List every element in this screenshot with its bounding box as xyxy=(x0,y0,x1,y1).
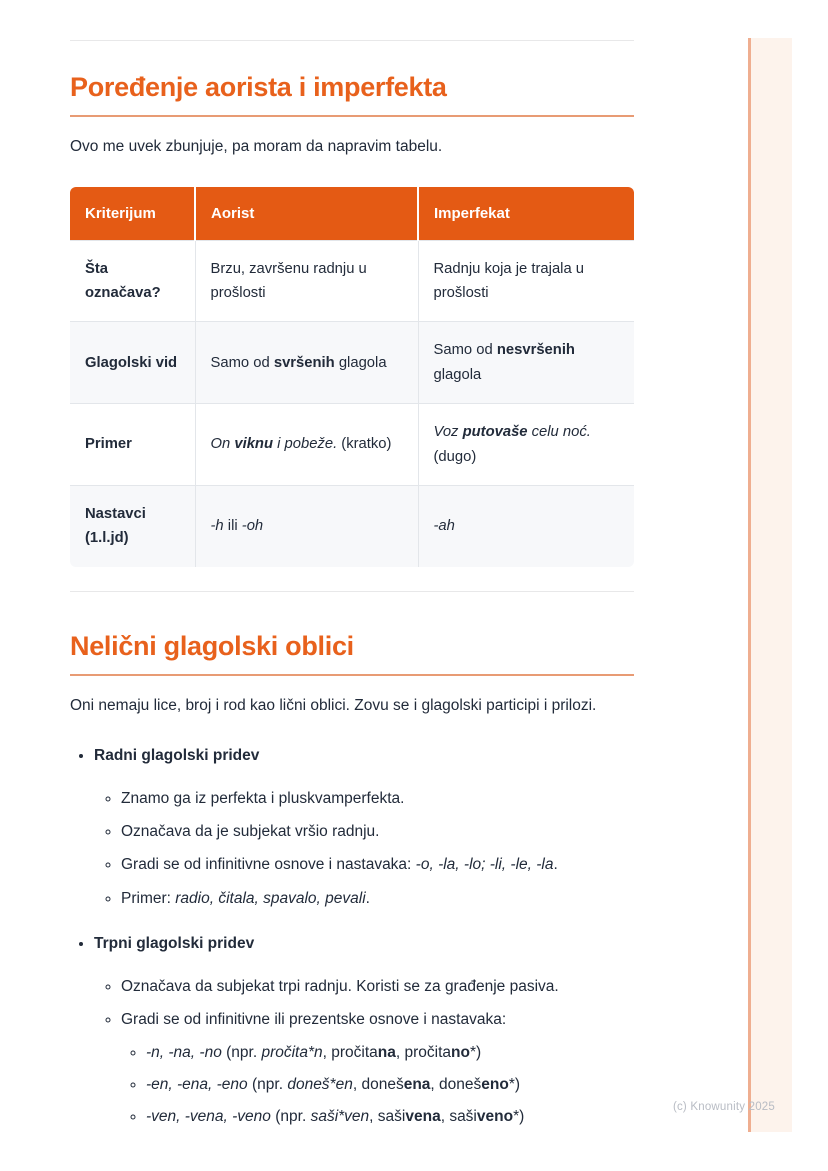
list-item: ◦ -en, -ena, -eno (npr. doneš*en, donešena, donešeno*) xyxy=(146,1073,634,1096)
table-cell: Radnju koja je trajala u prošlosti xyxy=(418,240,634,322)
list-item: ◦ Gradi se od infinitivne osnove i nastavaka: -o, -la, -lo; -li, -le, -la. xyxy=(121,853,634,876)
table-cell: Brzu, završenu radnju u prošlosti xyxy=(195,240,418,322)
table-cell: Samo od svršenih glagola xyxy=(195,322,418,404)
nonfinite-forms-list xyxy=(70,744,634,1129)
list-item-radni-pridev xyxy=(94,744,634,910)
suffix-examples-list xyxy=(121,1041,634,1129)
table-cell: Glagolski vid xyxy=(70,322,195,404)
top-divider xyxy=(70,40,634,41)
table-header-cell-imperfekat: Imperfekat xyxy=(418,187,634,241)
table-cell: Primer xyxy=(70,404,195,486)
list-item: ◦ -n, -na, -no (npr. pročita*n, pročitana, pročitano*) xyxy=(146,1041,634,1064)
table-cell: -ah xyxy=(418,486,634,567)
intro-paragraph-comparison: Ovo me uvek zbunjuje, pa moram da napravim tabelu. xyxy=(70,138,443,156)
list-item xyxy=(121,1008,634,1128)
table-row xyxy=(70,404,634,486)
table-row xyxy=(70,240,634,322)
table-header-row xyxy=(70,187,634,241)
copyright-text: (c) Knowunity 2025 xyxy=(672,1101,775,1113)
table-row xyxy=(70,322,634,404)
section-title-comparison: Poređenje aorista i imperfekta xyxy=(70,71,634,117)
list-item: ◦ Znamo ga iz perfekta i pluskvamperfekta. xyxy=(121,787,634,810)
radni-pridev-sublist xyxy=(94,787,634,910)
list-item: ◦ Označava da je subjekat vršio radnju. xyxy=(121,820,634,843)
table-row xyxy=(70,486,634,567)
comparison-table-wrapper xyxy=(70,187,634,567)
section-title-nonfinite: Nelični glagolski oblici xyxy=(70,630,634,676)
intro-paragraph-nonfinite: Oni nemaju lice, broj i rod kao lični oblici. Zovu se i glagolski participi i prilozi. xyxy=(70,697,597,715)
table-cell: Nastavci (1.l.jd) xyxy=(70,486,195,567)
table-header-cell-kriterijum: Kriterijum xyxy=(70,187,195,241)
list-item: ◦ Primer: radio, čitala, spavalo, pevali. xyxy=(121,887,634,910)
list-item: ◦ -ven, -vena, -veno (npr. saši*ven, sašivena, sašiveno*) xyxy=(146,1105,634,1128)
list-item-title: Radni glagolski pridev xyxy=(94,746,260,764)
table-cell: Voz putovaše celu noć. (dugo) xyxy=(418,404,634,486)
decorative-side-stripe xyxy=(748,38,792,1132)
list-item-text: Gradi se od infinitivne ili prezentske osnove i nastavaka: xyxy=(121,1011,507,1029)
document-content xyxy=(70,0,634,1150)
trpni-pridev-sublist xyxy=(94,975,634,1128)
section-divider xyxy=(70,591,634,592)
comparison-table xyxy=(70,187,634,567)
table-header-cell-aorist: Aorist xyxy=(195,187,418,241)
list-item-title: Trpni glagolski pridev xyxy=(94,934,255,952)
table-cell: -h ili -oh xyxy=(195,486,418,567)
table-cell: On viknu i pobeže. (kratko) xyxy=(195,404,418,486)
table-cell: Šta označava? xyxy=(70,240,195,322)
list-item-trpni-pridev xyxy=(94,932,634,1129)
list-item: ◦ Označava da subjekat trpi radnju. Koristi se za građenje pasiva. xyxy=(121,975,634,998)
table-cell: Samo od nesvršenih glagola xyxy=(418,322,634,404)
